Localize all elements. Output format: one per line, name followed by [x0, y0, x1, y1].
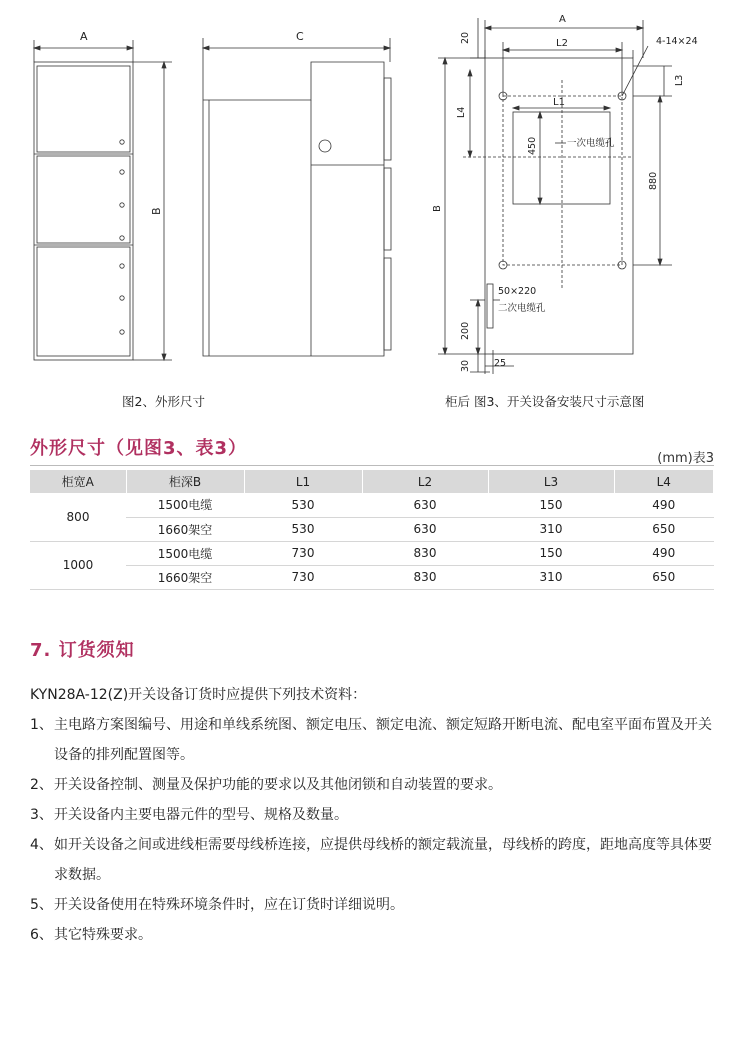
cell-l2: 630	[362, 517, 488, 541]
figure2-caption: 图2、外形尺寸	[122, 394, 205, 409]
list-item	[30, 830, 720, 890]
side-view-drawing	[203, 38, 391, 356]
figure3-caption: 柜后 图3、开关设备安装尺寸示意图	[445, 394, 645, 409]
table-row	[30, 541, 714, 565]
section-divider	[30, 465, 714, 466]
header-cabinet-width: 柜宽A	[30, 470, 126, 493]
fig3-dim-l1: L1	[553, 97, 565, 108]
cell-width: 1000	[30, 541, 126, 589]
ordering-notes	[30, 680, 720, 950]
header-l4: L4	[614, 470, 714, 493]
fig3-slot-size: 50×220	[498, 286, 537, 297]
cell-l3: 150	[488, 541, 614, 565]
cell-l2: 630	[362, 493, 488, 517]
header-cabinet-depth: 柜深B	[126, 470, 244, 493]
fig2-dim-b: B	[150, 207, 163, 215]
header-l3: L3	[488, 470, 614, 493]
cell-l4: 650	[614, 517, 714, 541]
list-item	[30, 800, 720, 830]
dimensions-section-title: 外形尺寸（见图3、表3）	[30, 438, 248, 459]
fig3-secondary-cable-hole: 二次电缆孔	[498, 303, 546, 314]
cell-l4: 490	[614, 541, 714, 565]
fig3-dim-200: 200	[460, 321, 471, 340]
cell-l4: 490	[614, 493, 714, 517]
fig3-dim-20: 20	[460, 31, 471, 44]
list-item-number: 4、	[30, 837, 53, 853]
cell-l3: 150	[488, 493, 614, 517]
cell-l2: 830	[362, 565, 488, 589]
cell-depth: 1660架空	[126, 517, 244, 541]
table-row	[30, 565, 714, 589]
ordering-section-title: 7. 订货须知	[30, 640, 135, 661]
cell-l2: 830	[362, 541, 488, 565]
cell-l1: 730	[244, 541, 362, 565]
header-l1: L1	[244, 470, 362, 493]
fig3-dim-25: 25	[494, 358, 507, 369]
list-item-number: 5、	[30, 897, 53, 913]
list-item-number: 3、	[30, 807, 53, 823]
technical-drawings	[0, 0, 750, 420]
list-item	[30, 920, 720, 950]
list-item-number: 1、	[30, 717, 53, 733]
table-unit-label: (mm)表3	[657, 451, 714, 466]
list-item-text: 开关设备控制、测量及保护功能的要求以及其他闭锁和自动装置的要求。	[54, 777, 502, 793]
header-l2: L2	[362, 470, 488, 493]
fig3-dim-l3: L3	[674, 74, 685, 86]
list-item-number: 2、	[30, 777, 53, 793]
fig3-dim-l4: L4	[456, 106, 467, 118]
table-header-row	[30, 470, 714, 493]
cell-l4: 650	[614, 565, 714, 589]
cell-depth: 1500电缆	[126, 493, 244, 517]
cell-depth: 1500电缆	[126, 541, 244, 565]
table-row	[30, 493, 714, 517]
cell-l1: 530	[244, 517, 362, 541]
fig3-dim-450: 450	[527, 136, 538, 155]
cell-l3: 310	[488, 517, 614, 541]
fig3-dim-30: 30	[460, 359, 471, 372]
fig3-primary-cable-hole: 一次电缆孔	[567, 138, 615, 149]
list-item-number: 6、	[30, 927, 53, 943]
ordering-intro: KYN28A-12(Z)开关设备订货时应提供下列技术资料：	[30, 687, 367, 703]
installation-drawing	[438, 18, 672, 374]
cell-l3: 310	[488, 565, 614, 589]
front-view-drawing	[34, 40, 172, 360]
fig2-dim-a: A	[80, 30, 88, 43]
list-item-text: 开关设备使用在特殊环境条件时，应在订货时详细说明。	[54, 897, 404, 913]
list-item-text: 开关设备内主要电器元件的型号、规格及数量。	[54, 807, 348, 823]
list-item	[30, 890, 720, 920]
list-item-text: 主电路方案图编号、用途和单线系统图、额定电压、额定电流、额定短路开断电流、配电室平面布置及开关设备的排列配置图等。	[54, 717, 712, 763]
cell-l1: 730	[244, 565, 362, 589]
list-item-text: 其它特殊要求。	[54, 927, 152, 943]
fig3-dim-b: B	[432, 205, 443, 212]
list-item-text: 如开关设备之间或进线柜需要母线桥连接，应提供母线桥的额定载流量，母线桥的跨度，距地高度等具体要求数据。	[54, 837, 712, 883]
cell-l1: 530	[244, 493, 362, 517]
fig3-dim-a: A	[559, 14, 566, 25]
table-row	[30, 517, 714, 541]
list-item	[30, 770, 720, 800]
dimensions-table	[30, 470, 714, 590]
list-item	[30, 710, 720, 770]
figures-area	[0, 0, 750, 420]
cell-width: 800	[30, 493, 126, 541]
fig2-dim-c: C	[296, 30, 304, 43]
fig3-dim-l2: L2	[556, 38, 568, 49]
cell-depth: 1660架空	[126, 565, 244, 589]
fig3-dim-880: 880	[648, 171, 659, 190]
fig3-holes: 4-14×24	[656, 36, 698, 47]
